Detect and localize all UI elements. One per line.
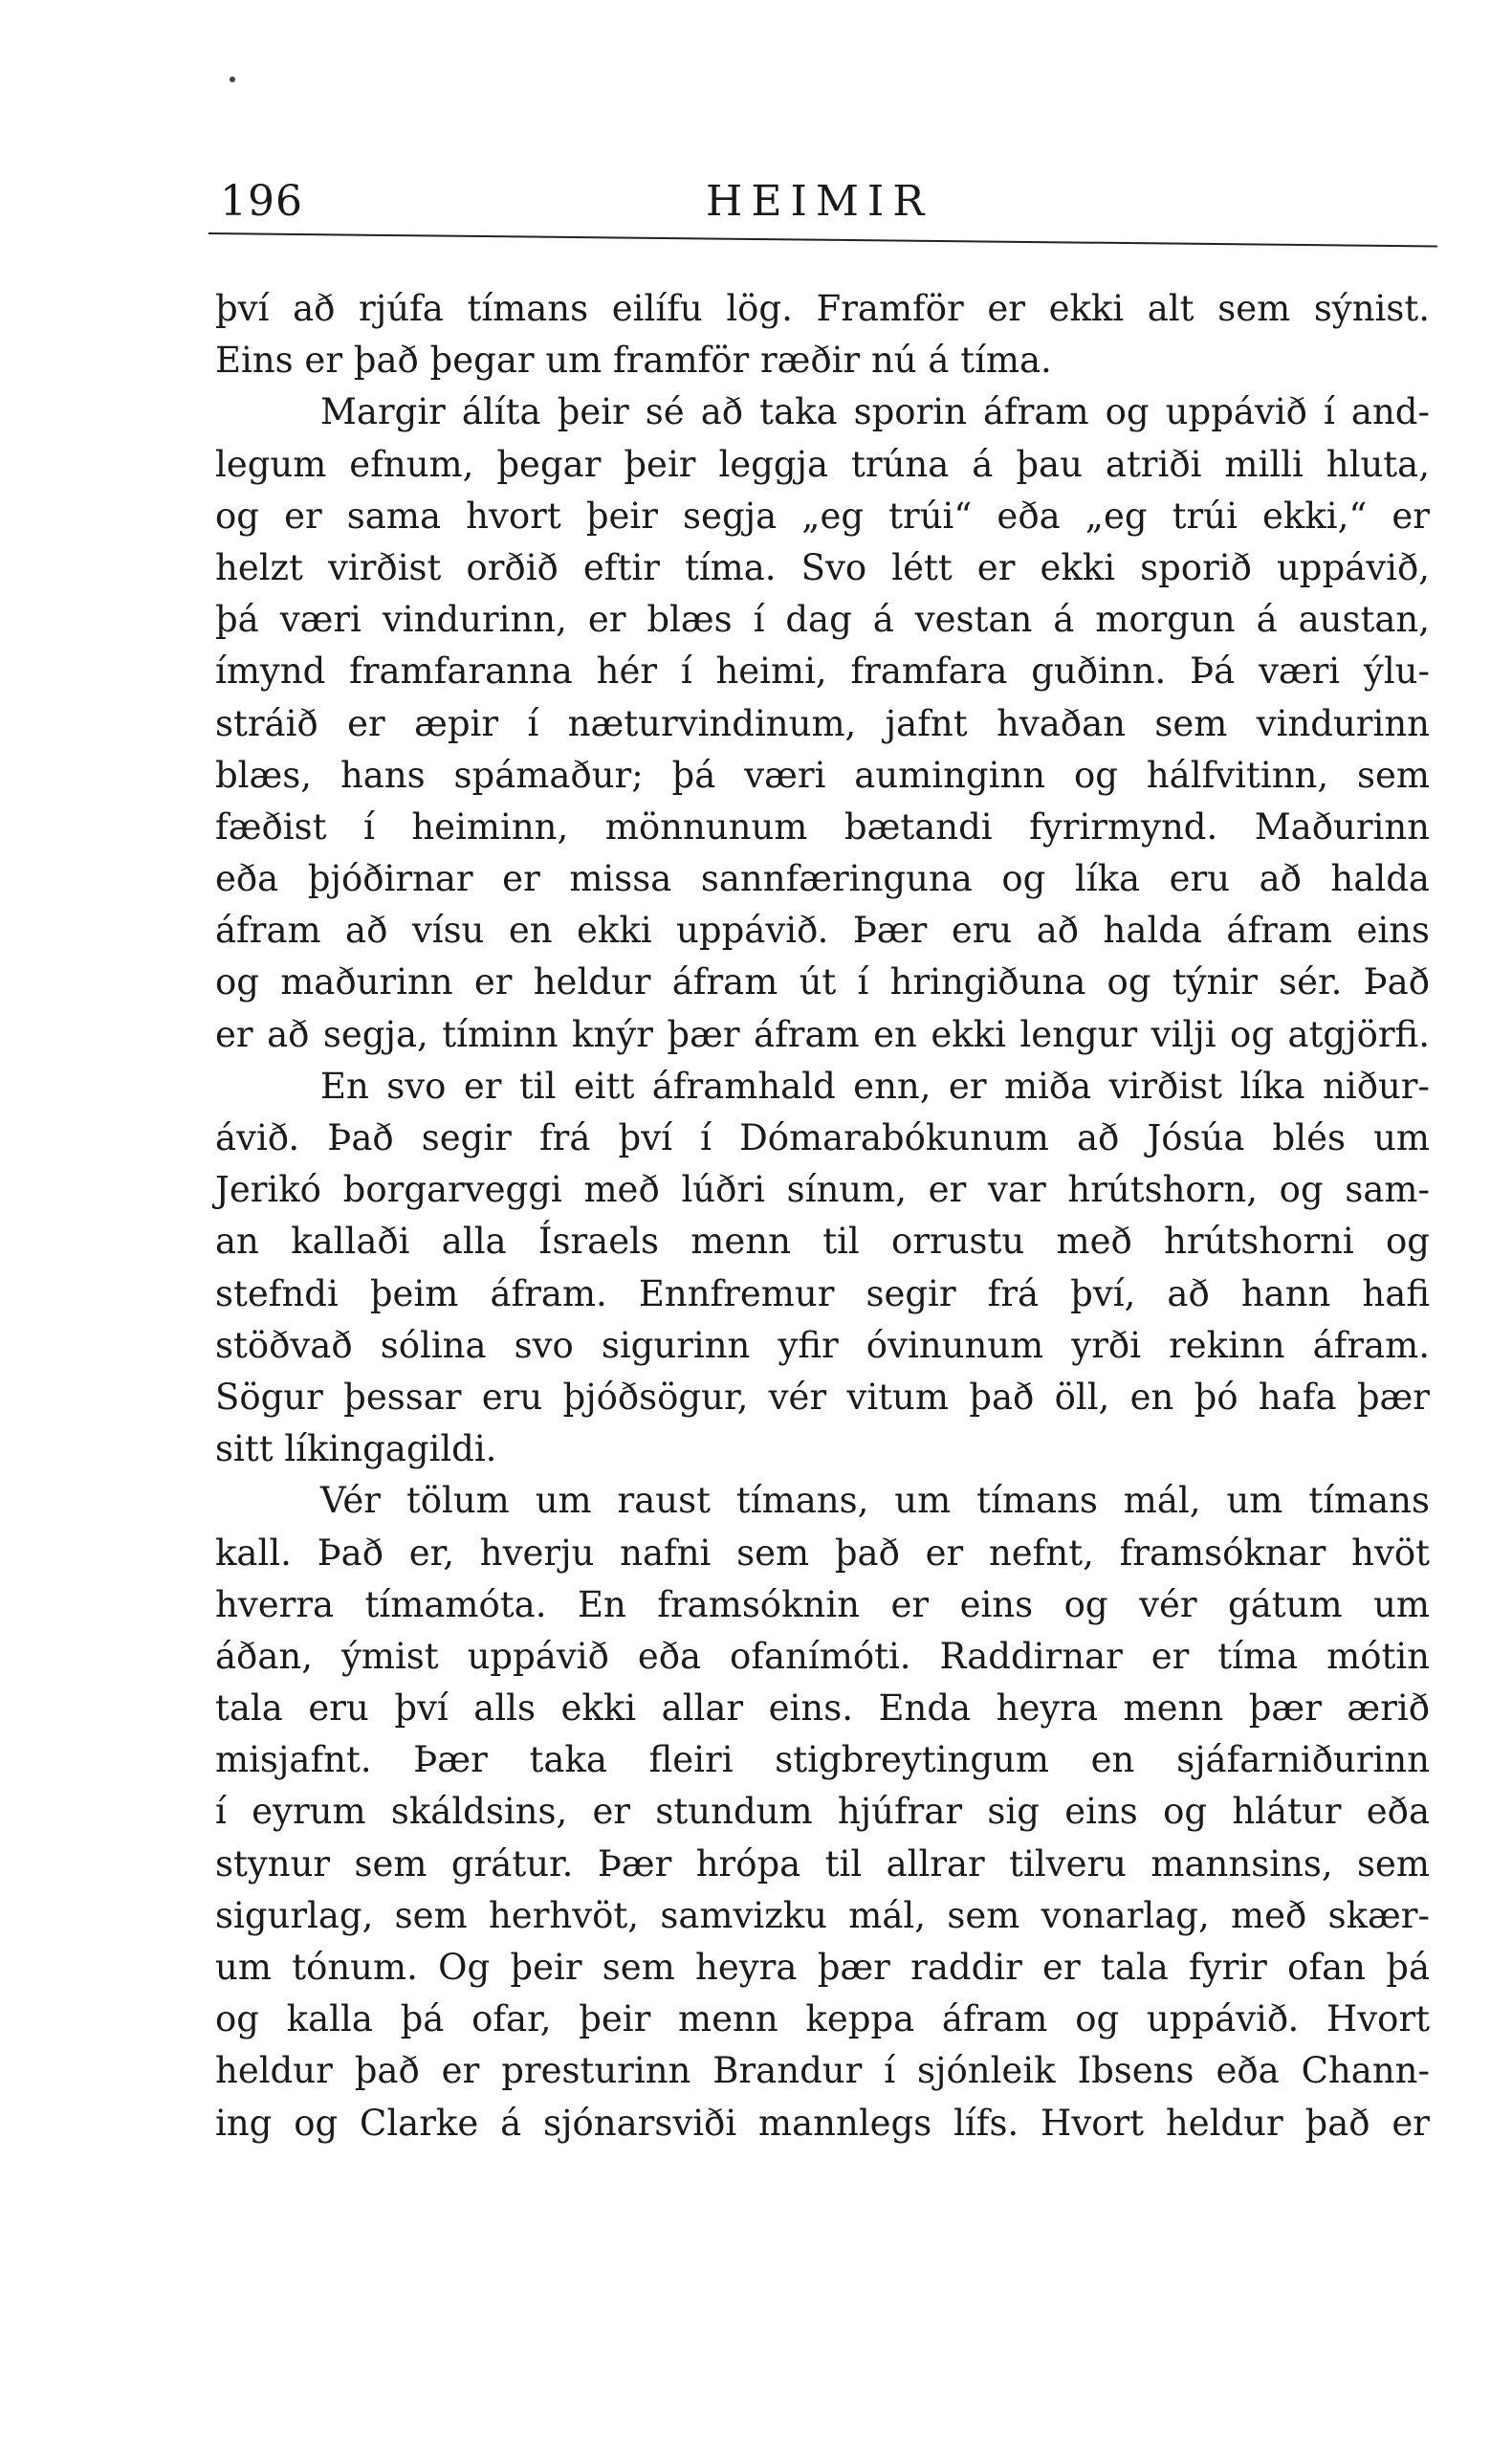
header-rule — [208, 232, 1437, 247]
text-line: eða þjóðirnar er missa sannfæringuna og líka eru að halda — [215, 858, 1430, 900]
text-line: um tónum. Og þeir sem heyra þær raddir er tala fyrir ofan þá — [215, 1947, 1430, 1988]
text-line: og maðurinn er heldur áfram út í hringiðuna og týnir sér. Það — [215, 961, 1430, 1003]
text-line: hverra tímamóta. En framsóknin er eins og vér gátum um — [215, 1583, 1430, 1625]
body-text — [215, 283, 1430, 2149]
text-line: an kallaði alla Ísraels menn til orrustu með hrútshorni og — [215, 1221, 1430, 1263]
text-line: áfram að vísu en ekki uppávið. Þær eru að halda áfram eins — [215, 910, 1430, 952]
text-line: þá væri vindurinn, er blæs í dag á vestan á morgun á austan, — [215, 599, 1430, 641]
text-line: stráið er æpir í næturvindinum, jafnt hvaðan sem vindurinn — [215, 702, 1430, 744]
text-line: stynur sem grátur. Þær hrópa til allrar tilveru mannsins, sem — [215, 1842, 1430, 1885]
text-line: því að rjúfa tímans eilífu lög. Framför er ekki alt sem sýnist. — [215, 288, 1430, 329]
running-title: HEIMIR — [706, 177, 933, 226]
text-line: Eins er það þegar um framför ræðir nú á tíma. — [215, 340, 1052, 382]
text-line: Jerikó borgarveggi með lúðri sínum, er var hrútshorn, og sam- — [215, 1169, 1430, 1211]
text-line: sigurlag, sem herhvöt, samvizku mál, sem vonarlag, með skær- — [215, 1894, 1430, 1936]
text-line: legum efnum, þegar þeir leggja trúna á þau atriði milli hluta, — [215, 443, 1430, 485]
page-number: 196 — [220, 177, 303, 226]
text-line: kall. Það er, hverju nafni sem það er nefnt, framsóknar hvöt — [215, 1532, 1430, 1574]
text-line: ávið. Það segir frá því í Dómarabókunum að Jósúa blés um — [215, 1117, 1430, 1158]
page-header — [208, 177, 1442, 234]
text-line: áðan, ýmist uppávið eða ofanímóti. Raddirnar er tíma mótin — [215, 1635, 1430, 1677]
text-line: ímynd framfaranna hér í heimi, framfara guðinn. Þá væri ýlu- — [215, 650, 1430, 693]
text-line: og er sama hvort þeir segja „eg trúi“ eða „eg trúi ekki,“ er — [215, 495, 1430, 537]
text-line: misjafnt. Þær taka fleiri stigbreytingum en sjáfarniðurinn — [215, 1739, 1430, 1781]
text-line: og kalla þá ofar, þeir menn keppa áfram og uppávið. Hvort — [215, 1998, 1430, 2040]
text-line: í eyrum skáldsins, er stundum hjúfrar sig eins og hlátur eða — [215, 1791, 1430, 1833]
ink-speck — [230, 77, 235, 82]
text-line: fæðist í heiminn, mönnunum bætandi fyrirmynd. Maðurinn — [215, 805, 1430, 848]
text-line: stefndi þeim áfram. Ennfremur segir frá því, að hann hafi — [215, 1272, 1430, 1314]
text-line: Sögur þessar eru þjóðsögur, vér vitum það öll, en þó hafa þær — [215, 1376, 1430, 1418]
text-line: Margir álíta þeir sé að taka sporin áfram og uppávið í and- — [320, 391, 1430, 433]
text-line: ing og Clarke á sjónarsviði mannlegs lífs. Hvort heldur það er — [215, 2102, 1430, 2144]
text-line: Vér tölum um raust tímans, um tímans mál, um tímans — [320, 1480, 1430, 1522]
text-line: heldur það er presturinn Brandur í sjónleik Ibsens eða Chann- — [215, 2050, 1430, 2092]
text-line: blæs, hans spámaður; þá væri auminginn og hálfvitinn, sem — [215, 754, 1430, 796]
text-line: sitt líkingagildi. — [215, 1428, 497, 1470]
text-line: helzt virðist orðið eftir tíma. Svo létt er ekki sporið uppávið, — [215, 546, 1430, 588]
text-line: stöðvað sólina svo sigurinn yfir óvinunum yrði rekinn áfram. — [215, 1324, 1430, 1366]
text-line: En svo er til eitt áframhald enn, er miða virðist líka niður- — [320, 1065, 1430, 1107]
text-line: er að segja, tíminn knýr þær áfram en ekki lengur vilji og atgjörfi. — [215, 1013, 1430, 1055]
text-line: tala eru því alls ekki allar eins. Enda heyra menn þær ærið — [215, 1687, 1430, 1730]
